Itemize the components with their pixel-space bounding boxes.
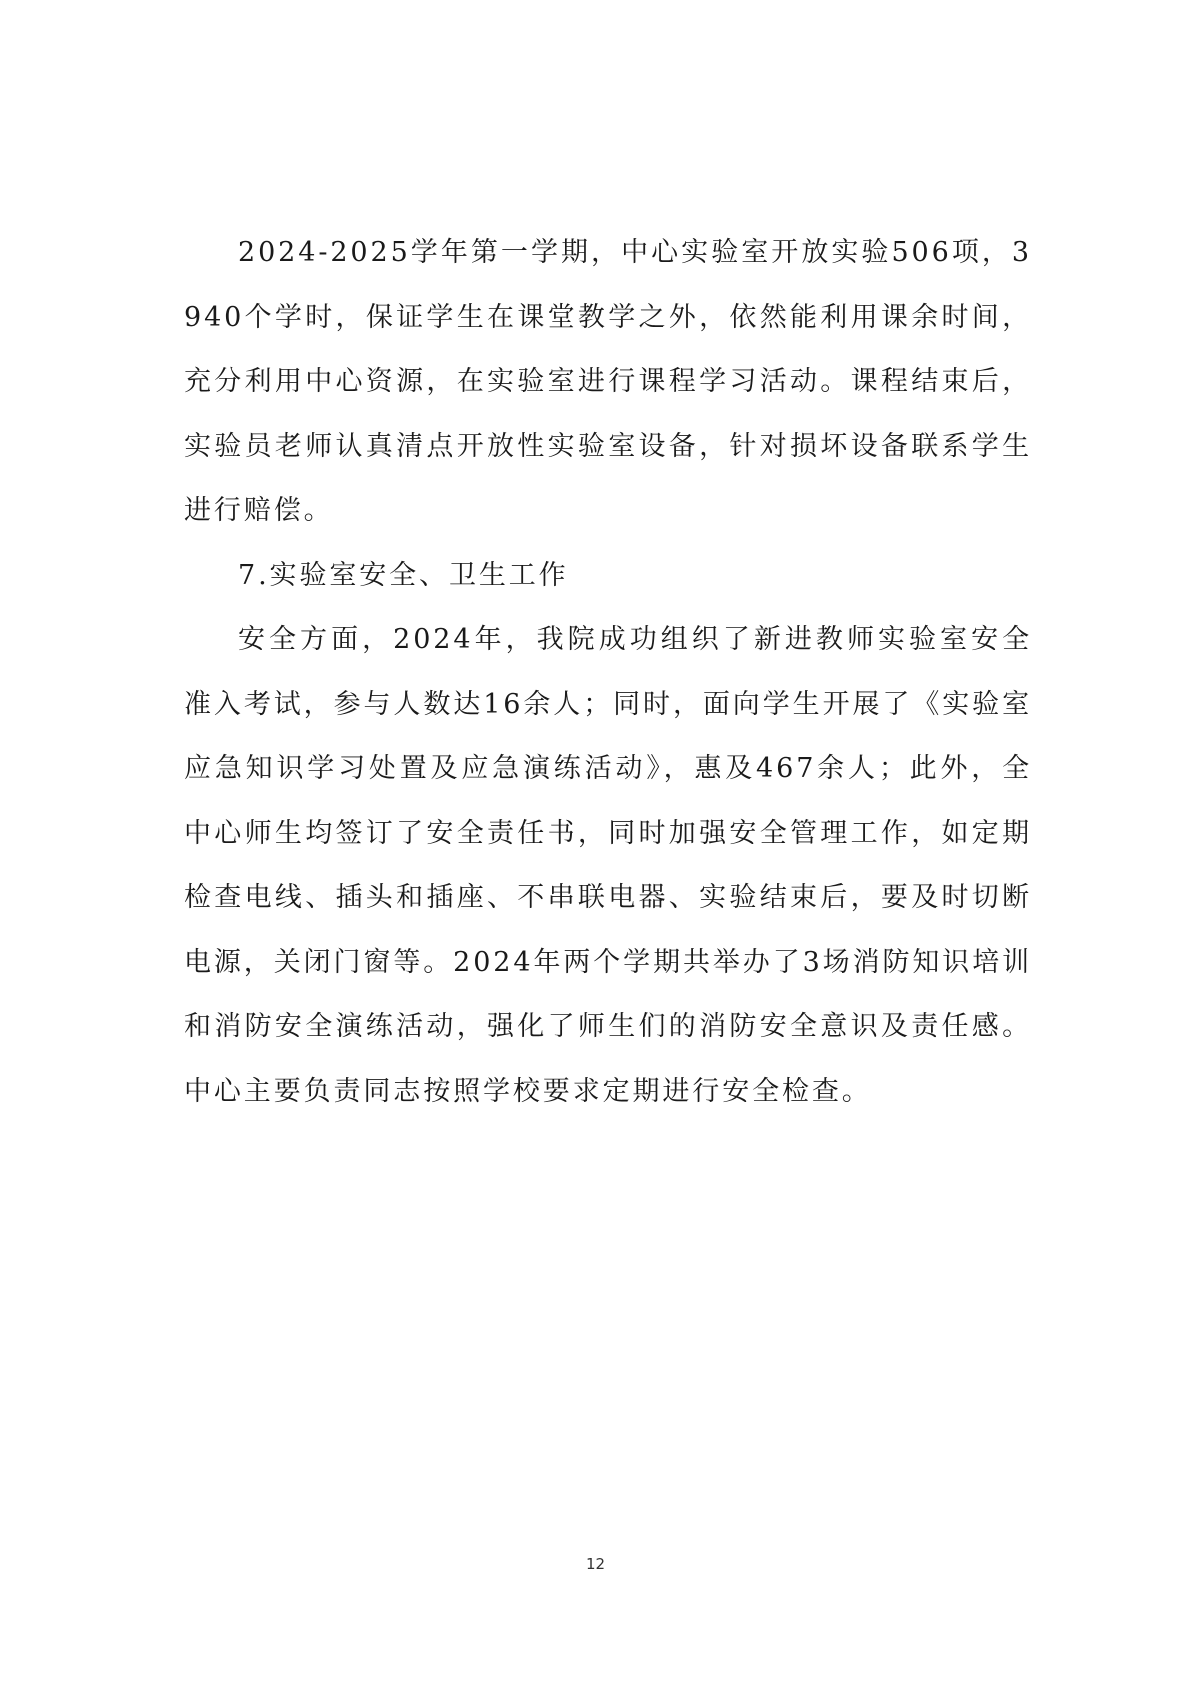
paragraph-open-lab: 2024-2025学年第一学期，中心实验室开放实验506项，3940个学时，保证学生在课堂教学之外，依然能利用课余时间，充分利用中心资源，在实验室进行课程学习活动。课程结束后，实验员老师认真清点开放性实验室设备，针对损坏设备联系学生进行赔偿。 (184, 237, 1032, 526)
page-number: 12 (585, 1555, 606, 1573)
paragraph-safety: 安全方面，2024年，我院成功组织了新进教师实验室安全准入考试，参与人数达16余人；同时，面向学生开展了《实验室应急知识学习处置及应急演练活动》，惠及467余人；此外，全中心师生均签订了安全责任书，同时加强安全管理工作，如定期检查电线、插头和插座、不串联电器、实验结束后，要及时切断电源，关闭门窗等。2024年两个学期共举办了3场消防知识培训和消防安全演练活动，强化了师生们的消防安全意识及责任感。中心主要负责同志按照学校要求定期进行安全检查。 (184, 624, 1032, 1107)
section-heading-lab-safety: 7.实验室安全、卫生工作 (238, 559, 569, 591)
page-body (184, 221, 1032, 1124)
